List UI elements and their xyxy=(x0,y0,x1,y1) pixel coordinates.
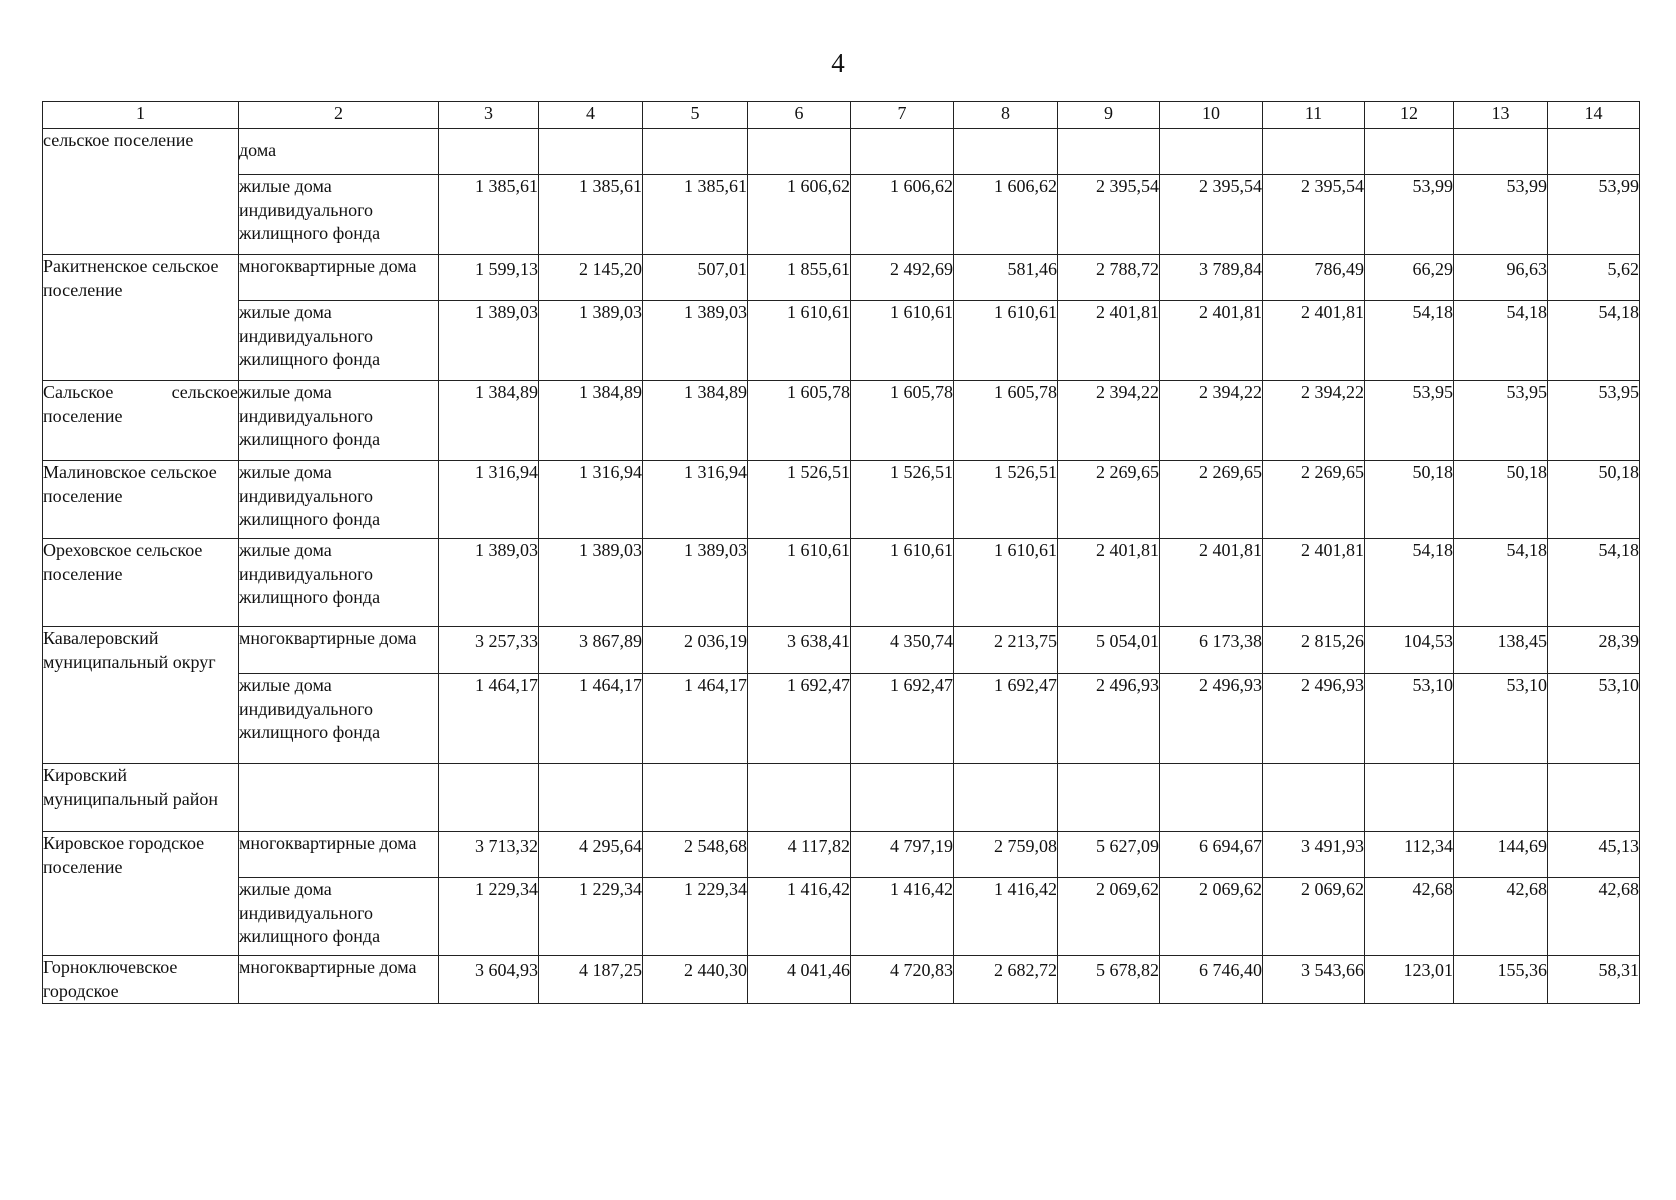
value-cell: 53,10 xyxy=(1454,674,1548,764)
table-row xyxy=(43,129,1640,175)
value-cell: 1 389,03 xyxy=(643,539,748,627)
value-cell: 1 229,34 xyxy=(643,878,748,956)
value-cell xyxy=(643,764,748,832)
value-cell xyxy=(851,129,954,175)
column-header: 10 xyxy=(1160,102,1263,129)
value-cell: 2 496,93 xyxy=(1058,674,1160,764)
value-cell: 1 610,61 xyxy=(954,539,1058,627)
value-cell: 2 394,22 xyxy=(1263,381,1365,461)
value-cell: 3 638,41 xyxy=(748,627,851,674)
value-cell: 5,62 xyxy=(1548,255,1640,301)
value-cell: 54,18 xyxy=(1548,301,1640,381)
housing-type-cell: дома xyxy=(239,129,439,175)
value-cell: 1 416,42 xyxy=(954,878,1058,956)
table-row xyxy=(43,674,1640,764)
value-cell: 2 394,22 xyxy=(1058,381,1160,461)
value-cell: 1 610,61 xyxy=(748,301,851,381)
value-cell: 1 606,62 xyxy=(748,175,851,255)
column-header: 13 xyxy=(1454,102,1548,129)
value-cell: 1 389,03 xyxy=(539,539,643,627)
value-cell: 1 692,47 xyxy=(954,674,1058,764)
housing-type-cell: многоквартирные дома xyxy=(239,627,439,674)
column-header: 14 xyxy=(1548,102,1640,129)
value-cell: 1 416,42 xyxy=(748,878,851,956)
value-cell: 2 548,68 xyxy=(643,832,748,878)
table-row xyxy=(43,461,1640,539)
column-header: 9 xyxy=(1058,102,1160,129)
value-cell: 6 746,40 xyxy=(1160,956,1263,1004)
table-row xyxy=(43,539,1640,627)
value-cell: 53,95 xyxy=(1454,381,1548,461)
value-cell: 1 526,51 xyxy=(954,461,1058,539)
value-cell: 42,68 xyxy=(1365,878,1454,956)
column-header: 3 xyxy=(439,102,539,129)
value-cell: 1 692,47 xyxy=(748,674,851,764)
value-cell: 2 036,19 xyxy=(643,627,748,674)
value-cell xyxy=(954,764,1058,832)
table-row xyxy=(43,381,1640,461)
value-cell xyxy=(748,129,851,175)
housing-type-cell: жилые дома индивидуального жилищного фонда xyxy=(239,175,439,255)
value-cell: 54,18 xyxy=(1454,301,1548,381)
housing-type-cell: жилые дома индивидуального жилищного фонда xyxy=(239,539,439,627)
value-cell: 6 173,38 xyxy=(1160,627,1263,674)
value-cell: 3 867,89 xyxy=(539,627,643,674)
value-cell: 1 384,89 xyxy=(539,381,643,461)
table-row xyxy=(43,627,1640,674)
value-cell: 5 678,82 xyxy=(1058,956,1160,1004)
value-cell: 6 694,67 xyxy=(1160,832,1263,878)
value-cell: 2 394,22 xyxy=(1160,381,1263,461)
table-row xyxy=(43,255,1640,301)
table-row xyxy=(43,764,1640,832)
housing-type-cell: жилые дома индивидуального жилищного фонда xyxy=(239,461,439,539)
value-cell: 1 389,03 xyxy=(643,301,748,381)
value-cell: 1 464,17 xyxy=(539,674,643,764)
value-cell: 3 713,32 xyxy=(439,832,539,878)
value-cell: 1 229,34 xyxy=(539,878,643,956)
value-cell: 2 213,75 xyxy=(954,627,1058,674)
value-cell: 4 350,74 xyxy=(851,627,954,674)
value-cell: 581,46 xyxy=(954,255,1058,301)
value-cell: 2 492,69 xyxy=(851,255,954,301)
value-cell: 2 401,81 xyxy=(1263,301,1365,381)
municipality-cell: Кировское городское поселение xyxy=(43,832,239,956)
value-cell: 2 269,65 xyxy=(1160,461,1263,539)
value-cell xyxy=(851,764,954,832)
value-cell: 3 604,93 xyxy=(439,956,539,1004)
municipality-cell: Малиновское сельское поселение xyxy=(43,461,239,539)
column-header: 5 xyxy=(643,102,748,129)
value-cell: 1 384,89 xyxy=(643,381,748,461)
value-cell: 144,69 xyxy=(1454,832,1548,878)
value-cell: 4 187,25 xyxy=(539,956,643,1004)
value-cell: 1 610,61 xyxy=(851,301,954,381)
value-cell xyxy=(1365,129,1454,175)
value-cell: 1 464,17 xyxy=(439,674,539,764)
value-cell: 4 797,19 xyxy=(851,832,954,878)
value-cell: 50,18 xyxy=(1365,461,1454,539)
value-cell xyxy=(1160,129,1263,175)
header-row xyxy=(43,102,1640,129)
value-cell: 507,01 xyxy=(643,255,748,301)
value-cell: 4 117,82 xyxy=(748,832,851,878)
value-cell: 1 526,51 xyxy=(748,461,851,539)
value-cell: 104,53 xyxy=(1365,627,1454,674)
value-cell: 2 395,54 xyxy=(1058,175,1160,255)
housing-type-cell: жилые дома индивидуального жилищного фонда xyxy=(239,301,439,381)
value-cell: 2 269,65 xyxy=(1058,461,1160,539)
value-cell: 1 610,61 xyxy=(851,539,954,627)
value-cell: 1 316,94 xyxy=(539,461,643,539)
value-cell: 2 145,20 xyxy=(539,255,643,301)
value-cell: 54,18 xyxy=(1365,301,1454,381)
value-cell: 2 395,54 xyxy=(1160,175,1263,255)
tariff-table xyxy=(42,101,1640,1004)
value-cell: 2 815,26 xyxy=(1263,627,1365,674)
value-cell: 2 788,72 xyxy=(1058,255,1160,301)
value-cell xyxy=(439,129,539,175)
table-row xyxy=(43,301,1640,381)
housing-type-cell: многоквартирные дома xyxy=(239,255,439,301)
value-cell: 66,29 xyxy=(1365,255,1454,301)
value-cell xyxy=(1160,764,1263,832)
value-cell: 2 401,81 xyxy=(1160,539,1263,627)
value-cell: 1 606,62 xyxy=(954,175,1058,255)
table-row xyxy=(43,956,1640,1004)
value-cell: 42,68 xyxy=(1548,878,1640,956)
value-cell: 2 682,72 xyxy=(954,956,1058,1004)
value-cell: 3 789,84 xyxy=(1160,255,1263,301)
value-cell: 54,18 xyxy=(1548,539,1640,627)
value-cell xyxy=(1548,764,1640,832)
value-cell xyxy=(954,129,1058,175)
value-cell: 53,95 xyxy=(1365,381,1454,461)
value-cell: 2 269,65 xyxy=(1263,461,1365,539)
value-cell: 2 440,30 xyxy=(643,956,748,1004)
value-cell: 2 401,81 xyxy=(1263,539,1365,627)
value-cell: 54,18 xyxy=(1454,539,1548,627)
municipality-cell: Ракитненское сельское поселение xyxy=(43,255,239,381)
table-row xyxy=(43,878,1640,956)
value-cell: 45,13 xyxy=(1548,832,1640,878)
value-cell xyxy=(1058,129,1160,175)
municipality-cell: Кавалеровский муниципальный округ xyxy=(43,627,239,764)
value-cell xyxy=(1548,129,1640,175)
value-cell xyxy=(1454,764,1548,832)
value-cell xyxy=(643,129,748,175)
value-cell: 1 389,03 xyxy=(439,539,539,627)
value-cell: 1 385,61 xyxy=(643,175,748,255)
value-cell: 3 543,66 xyxy=(1263,956,1365,1004)
value-cell: 1 385,61 xyxy=(539,175,643,255)
value-cell: 53,95 xyxy=(1548,381,1640,461)
value-cell: 1 605,78 xyxy=(954,381,1058,461)
value-cell: 4 041,46 xyxy=(748,956,851,1004)
table-row xyxy=(43,175,1640,255)
value-cell: 53,99 xyxy=(1548,175,1640,255)
value-cell: 4 295,64 xyxy=(539,832,643,878)
value-cell: 2 395,54 xyxy=(1263,175,1365,255)
value-cell: 1 526,51 xyxy=(851,461,954,539)
value-cell: 96,63 xyxy=(1454,255,1548,301)
value-cell xyxy=(439,764,539,832)
page-number: 4 xyxy=(831,48,845,78)
value-cell: 54,18 xyxy=(1365,539,1454,627)
value-cell xyxy=(1454,129,1548,175)
value-cell: 50,18 xyxy=(1454,461,1548,539)
value-cell: 3 491,93 xyxy=(1263,832,1365,878)
value-cell: 1 385,61 xyxy=(439,175,539,255)
value-cell: 2 496,93 xyxy=(1160,674,1263,764)
value-cell xyxy=(539,129,643,175)
housing-type-cell xyxy=(239,764,439,832)
value-cell: 1 316,94 xyxy=(439,461,539,539)
value-cell: 138,45 xyxy=(1454,627,1548,674)
value-cell xyxy=(1058,764,1160,832)
value-cell: 123,01 xyxy=(1365,956,1454,1004)
value-cell: 28,39 xyxy=(1548,627,1640,674)
housing-type-cell: жилые дома индивидуального жилищного фонда xyxy=(239,674,439,764)
value-cell: 2 069,62 xyxy=(1263,878,1365,956)
value-cell: 5 627,09 xyxy=(1058,832,1160,878)
value-cell xyxy=(539,764,643,832)
value-cell: 1 855,61 xyxy=(748,255,851,301)
value-cell: 53,99 xyxy=(1365,175,1454,255)
value-cell: 2 401,81 xyxy=(1160,301,1263,381)
value-cell xyxy=(1365,764,1454,832)
value-cell: 1 605,78 xyxy=(851,381,954,461)
column-header: 11 xyxy=(1263,102,1365,129)
value-cell: 1 605,78 xyxy=(748,381,851,461)
municipality-cell: сельское поселение xyxy=(43,129,239,255)
municipality-cell: Горноключевское городское xyxy=(43,956,239,1004)
value-cell xyxy=(1263,129,1365,175)
value-cell: 1 384,89 xyxy=(439,381,539,461)
housing-type-cell: жилые дома индивидуального жилищного фонда xyxy=(239,381,439,461)
column-header: 2 xyxy=(239,102,439,129)
value-cell: 53,10 xyxy=(1548,674,1640,764)
value-cell: 2 759,08 xyxy=(954,832,1058,878)
value-cell: 3 257,33 xyxy=(439,627,539,674)
value-cell: 1 610,61 xyxy=(748,539,851,627)
value-cell: 112,34 xyxy=(1365,832,1454,878)
municipality-cell: Ореховское сельское поселение xyxy=(43,539,239,627)
column-header: 12 xyxy=(1365,102,1454,129)
value-cell: 2 401,81 xyxy=(1058,301,1160,381)
municipality-cell: Кировский муниципальный район xyxy=(43,764,239,832)
value-cell: 2 069,62 xyxy=(1160,878,1263,956)
value-cell: 53,10 xyxy=(1365,674,1454,764)
housing-type-cell: многоквартирные дома xyxy=(239,956,439,1004)
column-header: 1 xyxy=(43,102,239,129)
value-cell: 1 389,03 xyxy=(539,301,643,381)
value-cell: 1 606,62 xyxy=(851,175,954,255)
value-cell: 50,18 xyxy=(1548,461,1640,539)
value-cell: 155,36 xyxy=(1454,956,1548,1004)
value-cell: 1 464,17 xyxy=(643,674,748,764)
column-header: 4 xyxy=(539,102,643,129)
value-cell: 42,68 xyxy=(1454,878,1548,956)
column-header: 6 xyxy=(748,102,851,129)
column-header: 7 xyxy=(851,102,954,129)
value-cell: 5 054,01 xyxy=(1058,627,1160,674)
value-cell: 53,99 xyxy=(1454,175,1548,255)
value-cell: 58,31 xyxy=(1548,956,1640,1004)
table-row xyxy=(43,832,1640,878)
value-cell: 1 610,61 xyxy=(954,301,1058,381)
municipality-cell: Сальское сельское поселение xyxy=(43,381,239,461)
value-cell: 1 229,34 xyxy=(439,878,539,956)
value-cell: 2 496,93 xyxy=(1263,674,1365,764)
column-header: 8 xyxy=(954,102,1058,129)
value-cell: 2 069,62 xyxy=(1058,878,1160,956)
housing-type-cell: многоквартирные дома xyxy=(239,832,439,878)
value-cell: 1 599,13 xyxy=(439,255,539,301)
value-cell: 4 720,83 xyxy=(851,956,954,1004)
value-cell xyxy=(748,764,851,832)
value-cell: 1 416,42 xyxy=(851,878,954,956)
value-cell xyxy=(1263,764,1365,832)
housing-type-cell: жилые дома индивидуального жилищного фонда xyxy=(239,878,439,956)
value-cell: 1 692,47 xyxy=(851,674,954,764)
value-cell: 1 389,03 xyxy=(439,301,539,381)
value-cell: 786,49 xyxy=(1263,255,1365,301)
value-cell: 2 401,81 xyxy=(1058,539,1160,627)
value-cell: 1 316,94 xyxy=(643,461,748,539)
